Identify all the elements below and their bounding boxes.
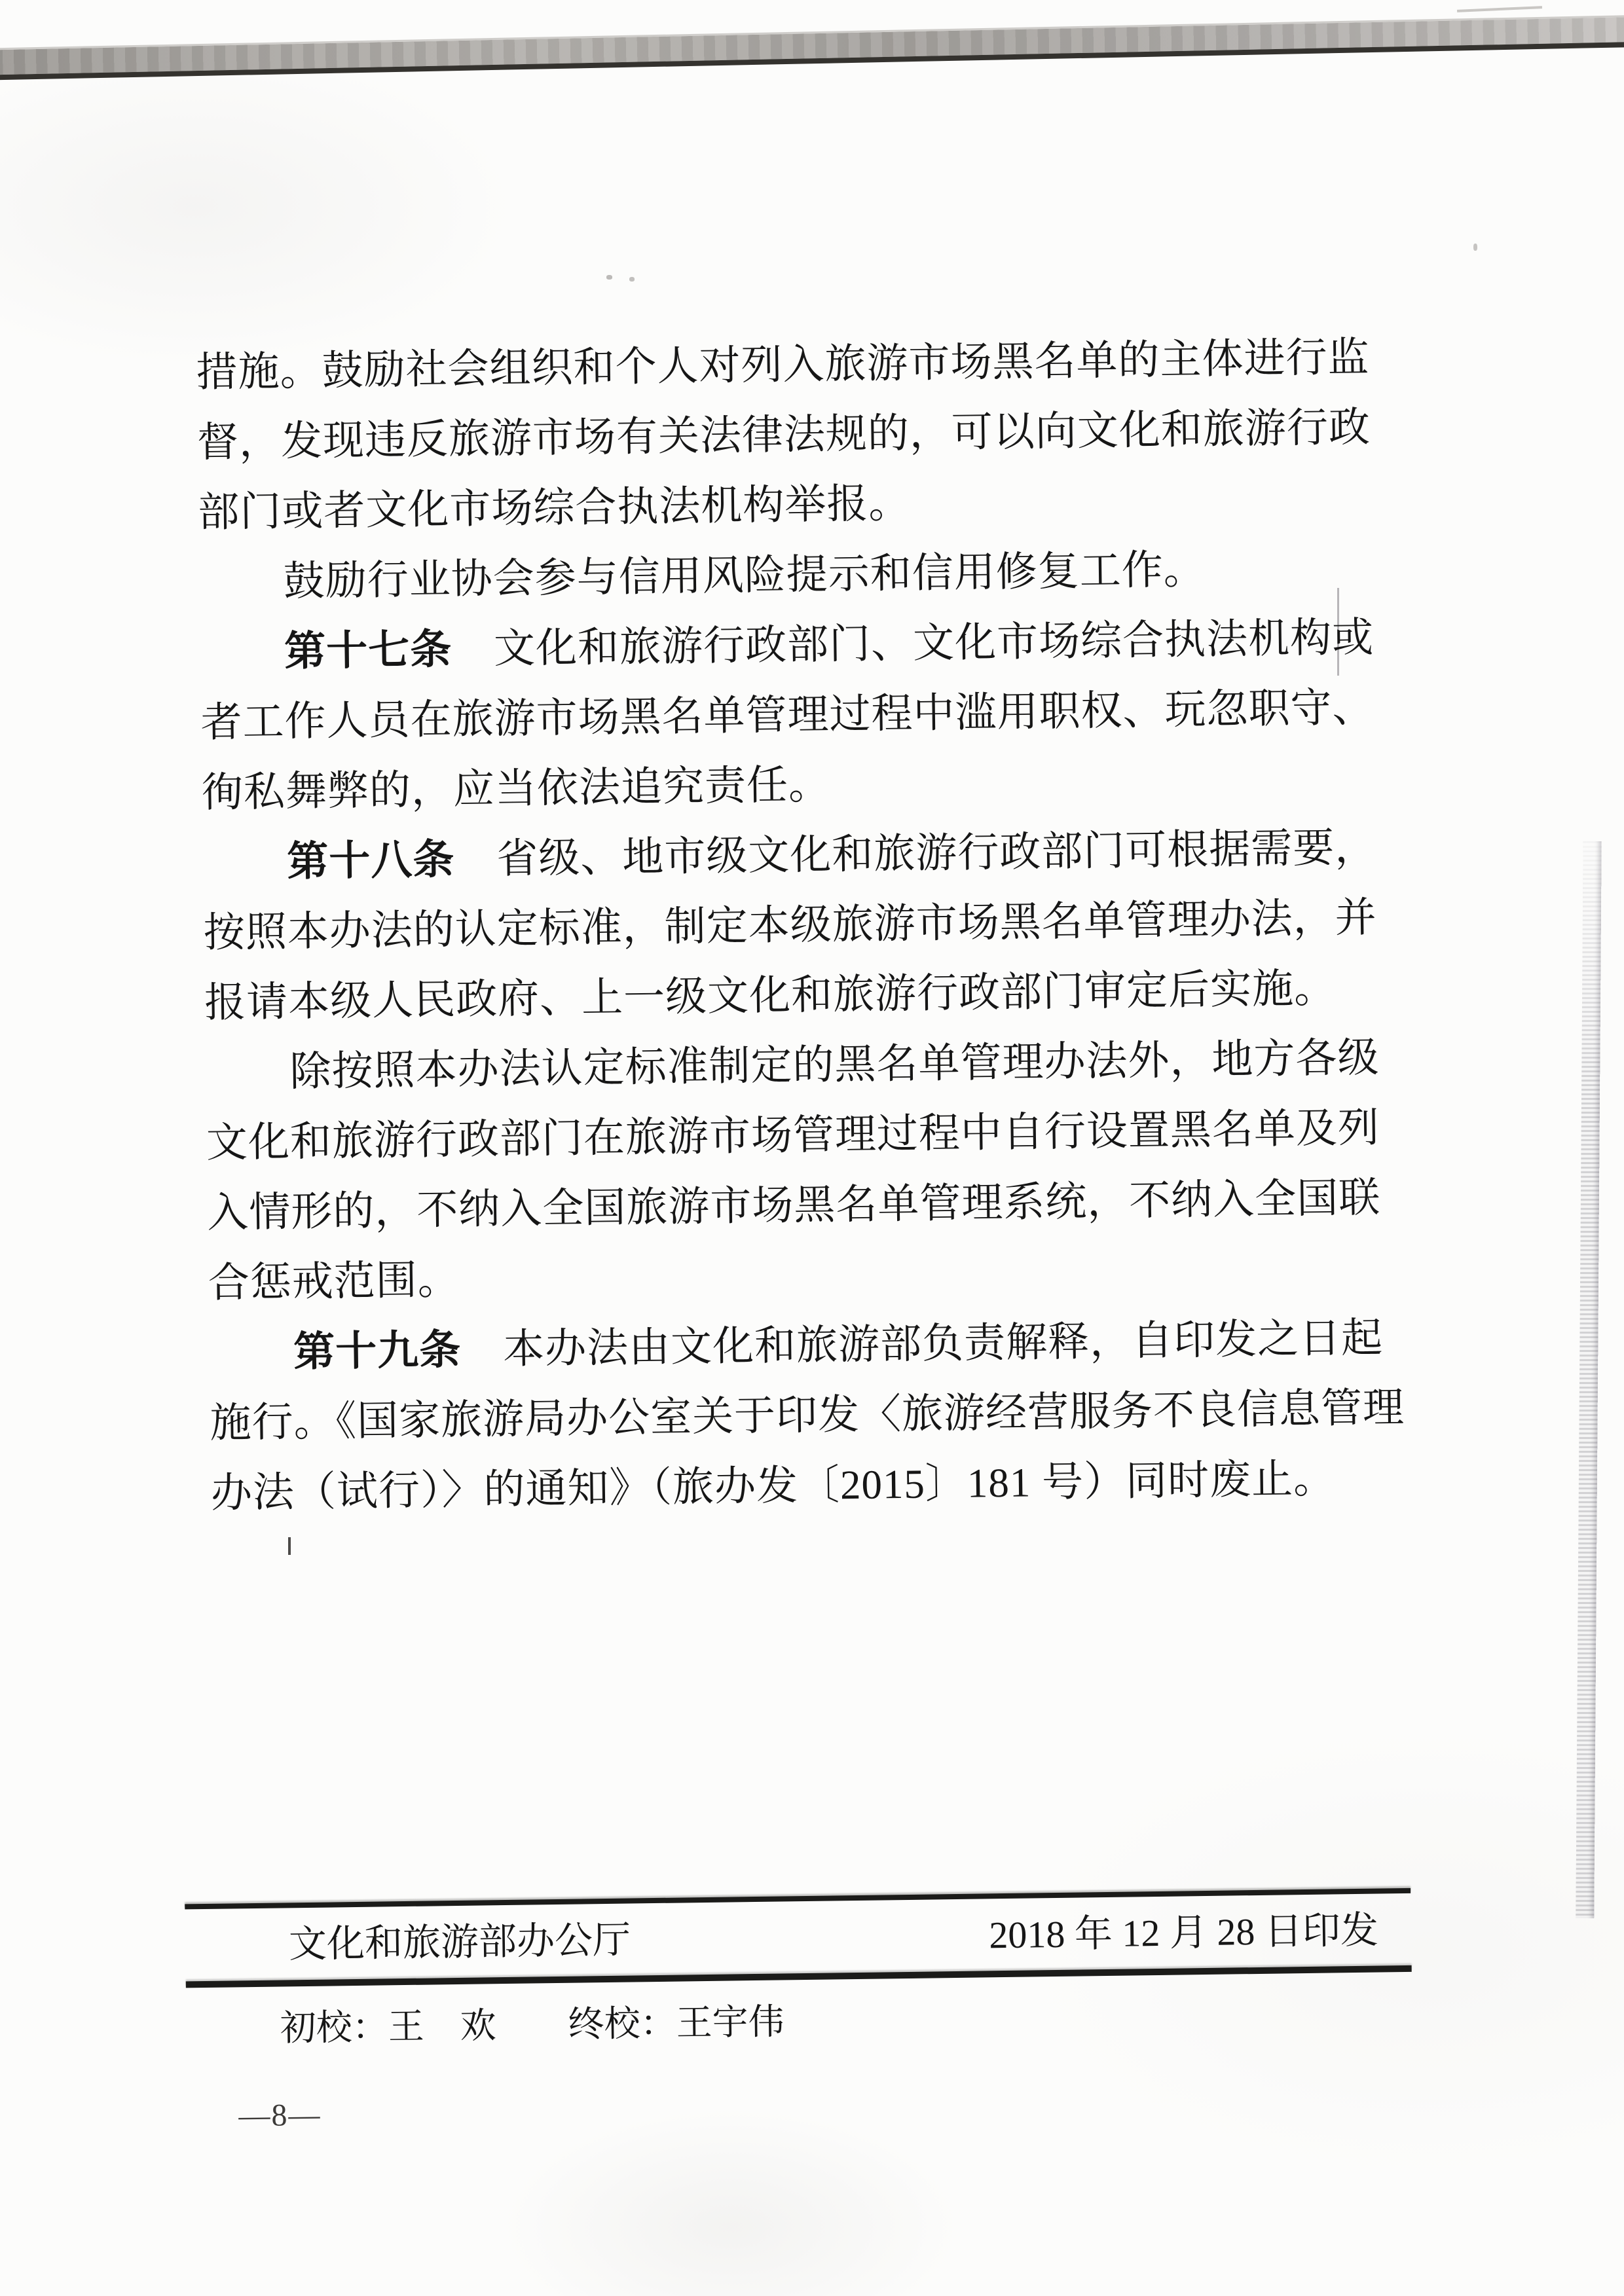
body-text-segment: 施行。《国家旅游局办公室关于印发〈旅游经营服务不良信息管理 bbox=[210, 1384, 1405, 1446]
article-number: 第十九条 bbox=[293, 1326, 462, 1376]
body-text-segment: 者工作人员在旅游市场黑名单管理过程中滥用职权、玩忽职守、 bbox=[200, 684, 1375, 746]
article-number: 第十七条 bbox=[284, 626, 452, 675]
proofreaders-line: 初校：王 欢 终校：王宇伟 bbox=[280, 2001, 785, 2049]
body-text-segment: 合惩戒范围。 bbox=[208, 1256, 460, 1306]
body-text-segment: 文化和旅游行政部门在旅游市场管理过程中自行设置黑名单及列 bbox=[206, 1104, 1380, 1166]
body-text-segment: 入情形的，不纳入全国旅游市场黑名单管理系统，不纳入全国联 bbox=[206, 1175, 1381, 1236]
issuer-label: 文化和旅游部办公厅 bbox=[288, 1918, 631, 1966]
body-text-segment: 本办法由文化和旅游部负责解释，自印发之日起 bbox=[460, 1315, 1384, 1373]
body-text-segment: 徇私舞弊的，应当依法追究责任。 bbox=[201, 761, 831, 816]
article-number: 第十八条 bbox=[286, 836, 455, 885]
body-text-segment: 文化和旅游行政部门、文化市场综合执法机构或 bbox=[451, 614, 1375, 672]
body-text-segment: 除按照本办法认定标准制定的黑名单管理办法外，地方各级 bbox=[289, 1034, 1380, 1095]
body-text-segment: 省级、地市级文化和旅游行政部门可根据需要， bbox=[454, 824, 1377, 883]
body-text-segment: 报请本级人民政府、上一级文化和旅游行政部门审定后实施。 bbox=[204, 965, 1337, 1026]
body-text-segment: 办法（试行）〉的通知》（旅办发〔2015〕181 号）同时废止。 bbox=[210, 1455, 1336, 1516]
footer-rule-bottom bbox=[186, 1965, 1412, 1988]
body-text-segment: 措施。鼓励社会组织和个人对列入旅游市场黑名单的主体进行监 bbox=[196, 334, 1370, 395]
body-text-segment: 按照本办法的认定标准，制定本级旅游市场黑名单管理办法，并 bbox=[203, 894, 1378, 956]
print-date-label: 2018 年 12 月 28 日印发 bbox=[988, 1908, 1379, 1957]
body-text-segment: 部门或者文化市场综合执法机构举报。 bbox=[197, 480, 911, 536]
footer-issuer-row bbox=[185, 1903, 1412, 1965]
body-text-segment: 督，发现违反旅游市场有关法律法规的，可以向文化和旅游行政 bbox=[196, 404, 1371, 465]
page-number: —8— bbox=[238, 2097, 322, 2134]
body-text-segment: 鼓励行业协会参与信用风险提示和信用修复工作。 bbox=[283, 546, 1206, 605]
body-text bbox=[196, 321, 1443, 1528]
